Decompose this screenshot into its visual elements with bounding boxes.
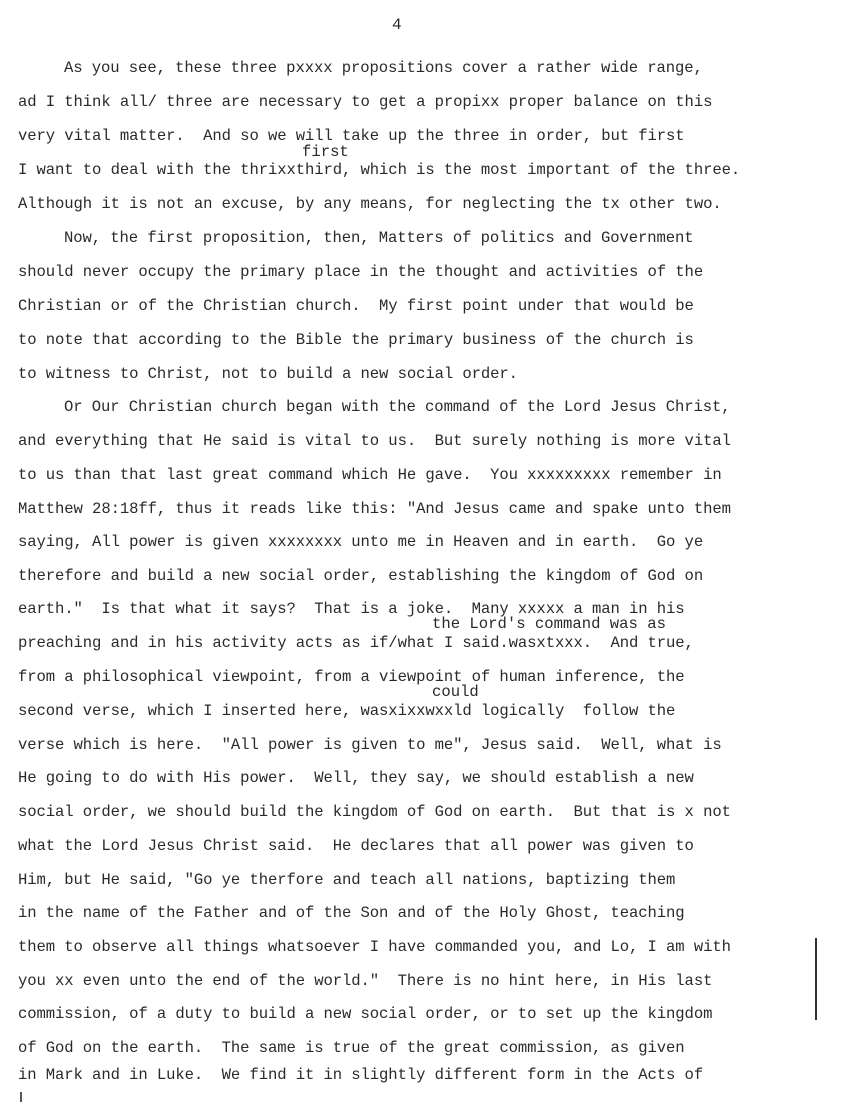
text-line: in the name of the Father and of the Son and of the Holy Ghost, teaching [18,904,685,922]
text-line: second verse, which I inserted here, wasxixxwxxld logically follow the [18,702,676,720]
text-line: Matthew 28:18ff, thus it reads like this: "And Jesus came and spake unto them [18,500,731,518]
margin-line-mark [815,938,817,1020]
text-line: Christian or of the Christian church. My first point under that would be [18,297,694,315]
text-line: in Mark and in Luke. We find it in slightly different form in the Acts of [18,1066,704,1084]
text-line: you xx even unto the end of the world." There is no hint here, in His last [18,972,713,990]
text-line: earth." Is that what it says? That is a joke. Many xxxxx a man in his [18,600,685,618]
text-line: should never occupy the primary place in the thought and activities of the [18,263,704,281]
text-line: saying, All power is given xxxxxxxx unto me in Heaven and in earth. Go ye [18,533,704,551]
interlinear-insert-first: first [302,143,349,161]
text-line: to witness to Christ, not to build a new social order. [18,365,518,383]
text-line: I want to deal with the thrixxthird, which is the most important of the three. [18,161,741,179]
text-line: Or Our Christian church began with the command of the Lord Jesus Christ, [64,398,731,416]
text-line: preaching and in his activity acts as if/what I said.wasxtxxx. And true, [18,634,694,652]
text-line: of God on the earth. The same is true of the great commission, as given [18,1039,685,1057]
edge-tick-mark [20,1092,22,1102]
text-line: Although it is not an excuse, by any means, for neglecting the tx other two. [18,195,722,213]
text-line: Now, the first proposition, then, Matters of politics and Government [64,229,694,247]
text-line: commission, of a duty to build a new social order, or to set up the kingdom [18,1005,713,1023]
text-line: to us than that last great command which He gave. You xxxxxxxxx remember in [18,466,722,484]
text-line: them to observe all things whatsoever I have commanded you, and Lo, I am with [18,938,731,956]
text-line: ad I think all/ three are necessary to get a propixx proper balance on this [18,93,713,111]
text-line: As you see, these three pxxxx propositions cover a rather wide range, [64,59,703,77]
text-line: therefore and build a new social order, establishing the kingdom of God on [18,567,704,585]
interlinear-insert-lords-command: the Lord's command was as [432,615,666,633]
text-line: what the Lord Jesus Christ said. He declares that all power was given to [18,837,694,855]
text-line: and everything that He said is vital to us. But surely nothing is more vital [18,432,731,450]
text-line: He going to do with His power. Well, they say, we should establish a new [18,769,694,787]
page-number: 4 [392,16,402,34]
text-line: verse which is here. "All power is given to me", Jesus said. Well, what is [18,736,722,754]
text-line: to note that according to the Bible the primary business of the church is [18,331,694,349]
text-line: from a philosophical viewpoint, from a viewpoint of human inference, the [18,668,685,686]
interlinear-insert-could: could [432,683,479,701]
text-line: Him, but He said, "Go ye therfore and teach all nations, baptizing them [18,871,676,889]
text-line: social order, we should build the kingdom of God on earth. But that is x not [18,803,731,821]
text-line: very vital matter. And so we will take up the three in order, but first [18,127,685,145]
